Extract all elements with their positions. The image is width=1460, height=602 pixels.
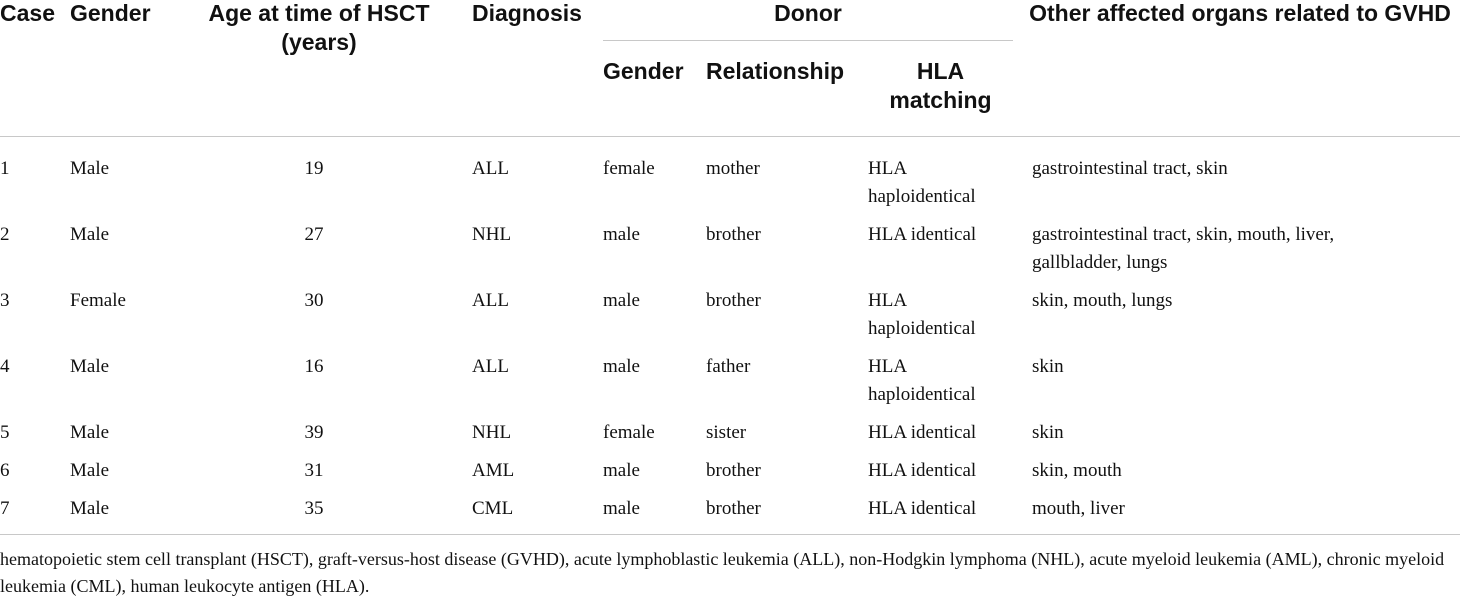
case-cell: 1: [0, 158, 10, 179]
donor-gender-cell: male: [603, 290, 640, 311]
organs-cell: mouth, liver: [1032, 498, 1125, 519]
organs-cell: skin, mouth: [1032, 460, 1122, 481]
case-cell: 7: [0, 498, 10, 519]
age-cell: 39: [304, 422, 324, 443]
diagnosis-cell: NHL: [472, 422, 512, 443]
donor-gender-cell: male: [603, 498, 640, 519]
table-bottom-rule: [0, 534, 1460, 535]
header-donor-relationship: Relationship: [706, 58, 845, 84]
header-age: Age at time of HSCT (years): [208, 0, 430, 55]
organs-cell: skin, mouth, lungs: [1032, 290, 1173, 311]
hla-cell: HLA identical: [868, 224, 977, 245]
donor-gender-cell: male: [603, 460, 640, 481]
relationship-cell: mother: [706, 158, 760, 179]
header-case: Case: [0, 0, 55, 26]
relationship-cell: sister: [706, 422, 747, 443]
diagnosis-cell: NHL: [472, 224, 512, 245]
gender-cell: Male: [70, 498, 110, 519]
age-cell: 27: [304, 224, 324, 245]
donor-gender-cell: male: [603, 224, 640, 245]
age-cell: 30: [304, 290, 324, 311]
gender-cell: Male: [70, 224, 110, 245]
case-cell: 3: [0, 290, 10, 311]
case-cell: 6: [0, 460, 10, 481]
header-diagnosis: Diagnosis: [472, 0, 582, 26]
case-cell: 5: [0, 422, 10, 443]
gender-cell: Male: [70, 356, 110, 377]
relationship-cell: brother: [706, 224, 761, 245]
diagnosis-cell: ALL: [472, 356, 509, 377]
header-gender: Gender: [70, 0, 151, 26]
gender-cell: Male: [70, 158, 110, 179]
diagnosis-cell: ALL: [472, 290, 509, 311]
donor-gender-cell: female: [603, 422, 655, 443]
hla-cell: HLA haploidentical: [868, 158, 976, 207]
relationship-cell: father: [706, 356, 751, 377]
donor-gender-cell: female: [603, 158, 655, 179]
hla-cell: HLA haploidentical: [868, 290, 976, 339]
organs-cell: gastrointestinal tract, skin: [1032, 158, 1228, 179]
gender-cell: Male: [70, 422, 110, 443]
hla-cell: HLA identical: [868, 498, 977, 519]
relationship-cell: brother: [706, 460, 761, 481]
header-hla-matching: HLA matching: [889, 58, 992, 113]
header-bottom-rule: [0, 136, 1460, 137]
age-cell: 16: [304, 356, 324, 377]
diagnosis-cell: CML: [472, 498, 514, 519]
gender-cell: Female: [70, 290, 126, 311]
hla-cell: HLA haploidentical: [868, 356, 976, 405]
hla-cell: HLA identical: [868, 460, 977, 481]
organs-cell: skin: [1032, 422, 1064, 443]
diagnosis-cell: ALL: [472, 158, 509, 179]
case-cell: 4: [0, 356, 10, 377]
age-cell: 31: [304, 460, 324, 481]
donor-gender-cell: male: [603, 356, 640, 377]
age-cell: 19: [304, 158, 324, 179]
organs-cell: skin: [1032, 356, 1064, 377]
donor-header-rule: [603, 40, 1013, 41]
table-footnote: hematopoietic stem cell transplant (HSCT), graft-versus-host disease (GVHD), acute lymphoblastic leukemia (ALL), non-Hodgkin lymphoma (NHL), acute myeloid leukemia (AML), chronic myeloid leukemia (CML), human leukocyte antigen (HLA).: [0, 549, 1445, 596]
case-cell: 2: [0, 224, 10, 245]
header-donor: Donor: [774, 0, 842, 26]
hla-cell: HLA identical: [868, 422, 977, 443]
relationship-cell: brother: [706, 498, 761, 519]
header-other-organs: Other affected organs related to GVHD: [1029, 0, 1451, 26]
organs-cell: gastrointestinal tract, skin, mouth, liver, gallbladder, lungs: [1032, 224, 1335, 273]
gender-cell: Male: [70, 460, 110, 481]
diagnosis-cell: AML: [472, 460, 515, 481]
age-cell: 35: [304, 498, 324, 519]
header-donor-gender: Gender: [603, 58, 684, 84]
relationship-cell: brother: [706, 290, 761, 311]
